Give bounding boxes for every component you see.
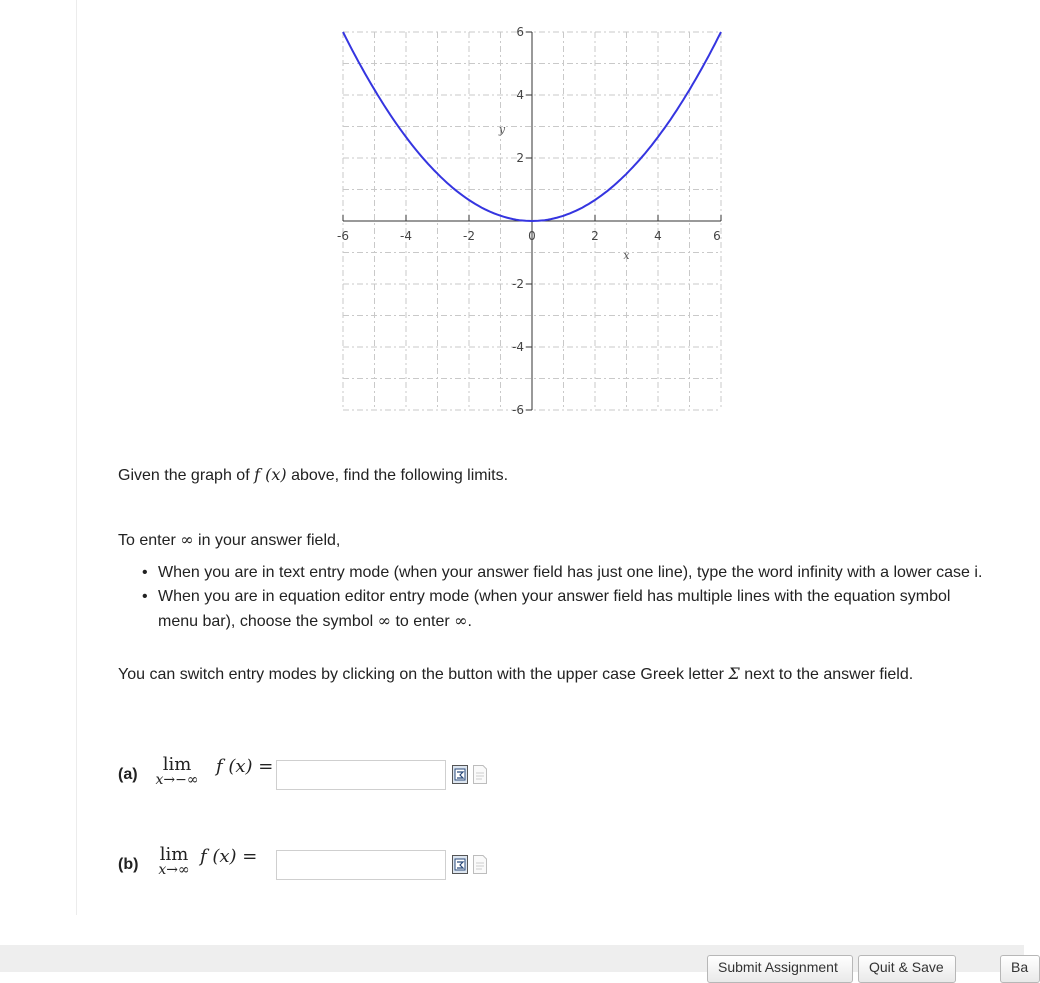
- x-tick-label: 2: [591, 229, 599, 243]
- note-before: You can switch entry modes by clicking on the button with the upper case Greek letter: [118, 666, 724, 683]
- graph-svg: [337, 22, 740, 422]
- equation-editor-icon[interactable]: [452, 855, 468, 874]
- answer-input-b[interactable]: [276, 850, 446, 880]
- document-icon[interactable]: [472, 765, 488, 784]
- x-tick-label: -4: [400, 229, 412, 243]
- function-expression: f (x) =: [216, 756, 274, 777]
- instruction-equation-mode: [134, 585, 984, 634]
- instruction-text-mode: [134, 561, 984, 585]
- x-tick-label: 6: [713, 229, 721, 243]
- back-button[interactable]: Ba: [1000, 955, 1040, 983]
- x-tick-label: 4: [654, 229, 662, 243]
- x-tick-label: -6: [337, 229, 349, 243]
- instruction-list: [134, 561, 984, 634]
- x-axis-label: x: [623, 249, 630, 262]
- equation-editor-icon[interactable]: [452, 765, 468, 784]
- y-tick-label: -4: [512, 340, 524, 354]
- lim-subscript: x→−∞: [155, 772, 199, 788]
- document-icon[interactable]: [472, 855, 488, 874]
- instruction-eq-middle: to enter: [395, 613, 450, 630]
- instruction-eq-end: .: [467, 613, 472, 630]
- y-axis-label: y: [498, 122, 506, 136]
- instruction-eq-before: When you are in equation editor entry mode (when your answer field has multiple lines with the equation symbol menu bar), choose the symbol: [158, 588, 951, 630]
- y-tick-label: 4: [516, 88, 524, 102]
- infinity-intro: [118, 528, 340, 553]
- assignment-footer: [0, 945, 1029, 975]
- lim-subscript: x→∞: [158, 862, 190, 878]
- part-label: (a): [118, 766, 138, 783]
- question-prompt: [118, 463, 508, 488]
- x-tick-label: -2: [463, 229, 475, 243]
- answer-input-a[interactable]: [276, 760, 446, 790]
- note-after: next to the answer field.: [744, 666, 914, 683]
- infinity-symbol: ∞: [454, 611, 468, 630]
- infinity-symbol: ∞: [377, 611, 391, 630]
- infinity-symbol: ∞: [180, 530, 194, 549]
- intro-after: in your answer field,: [198, 532, 341, 549]
- entry-mode-note: [118, 662, 978, 687]
- y-tick-label: 2: [516, 151, 524, 165]
- y-tick-label: -6: [512, 403, 524, 417]
- lim-word: lim: [159, 844, 189, 865]
- intro-before: To enter: [118, 532, 176, 549]
- limit-expression: [142, 754, 212, 788]
- y-tick-label: 6: [516, 25, 524, 39]
- part-label: (b): [118, 856, 139, 873]
- limit-expression: [142, 844, 206, 878]
- prompt-after: above, find the following limits.: [291, 467, 509, 484]
- prompt-fx: f (x): [254, 465, 287, 484]
- sigma-symbol: Σ: [728, 664, 740, 683]
- content-left-border: [76, 0, 77, 915]
- x-tick-label: 0: [528, 229, 536, 243]
- submit-assignment-button[interactable]: Submit Assignment: [707, 955, 853, 983]
- lim-word: lim: [162, 754, 192, 775]
- quit-save-button[interactable]: Quit & Save: [858, 955, 956, 983]
- function-expression: f (x) =: [200, 846, 258, 867]
- prompt-before: Given the graph of: [118, 467, 250, 484]
- function-graph: [337, 22, 740, 422]
- instruction-text-mode-text: When you are in text entry mode (when your answer field has just one line), type the word infinity with a lower case i.: [158, 564, 983, 581]
- y-tick-label: -2: [512, 277, 524, 291]
